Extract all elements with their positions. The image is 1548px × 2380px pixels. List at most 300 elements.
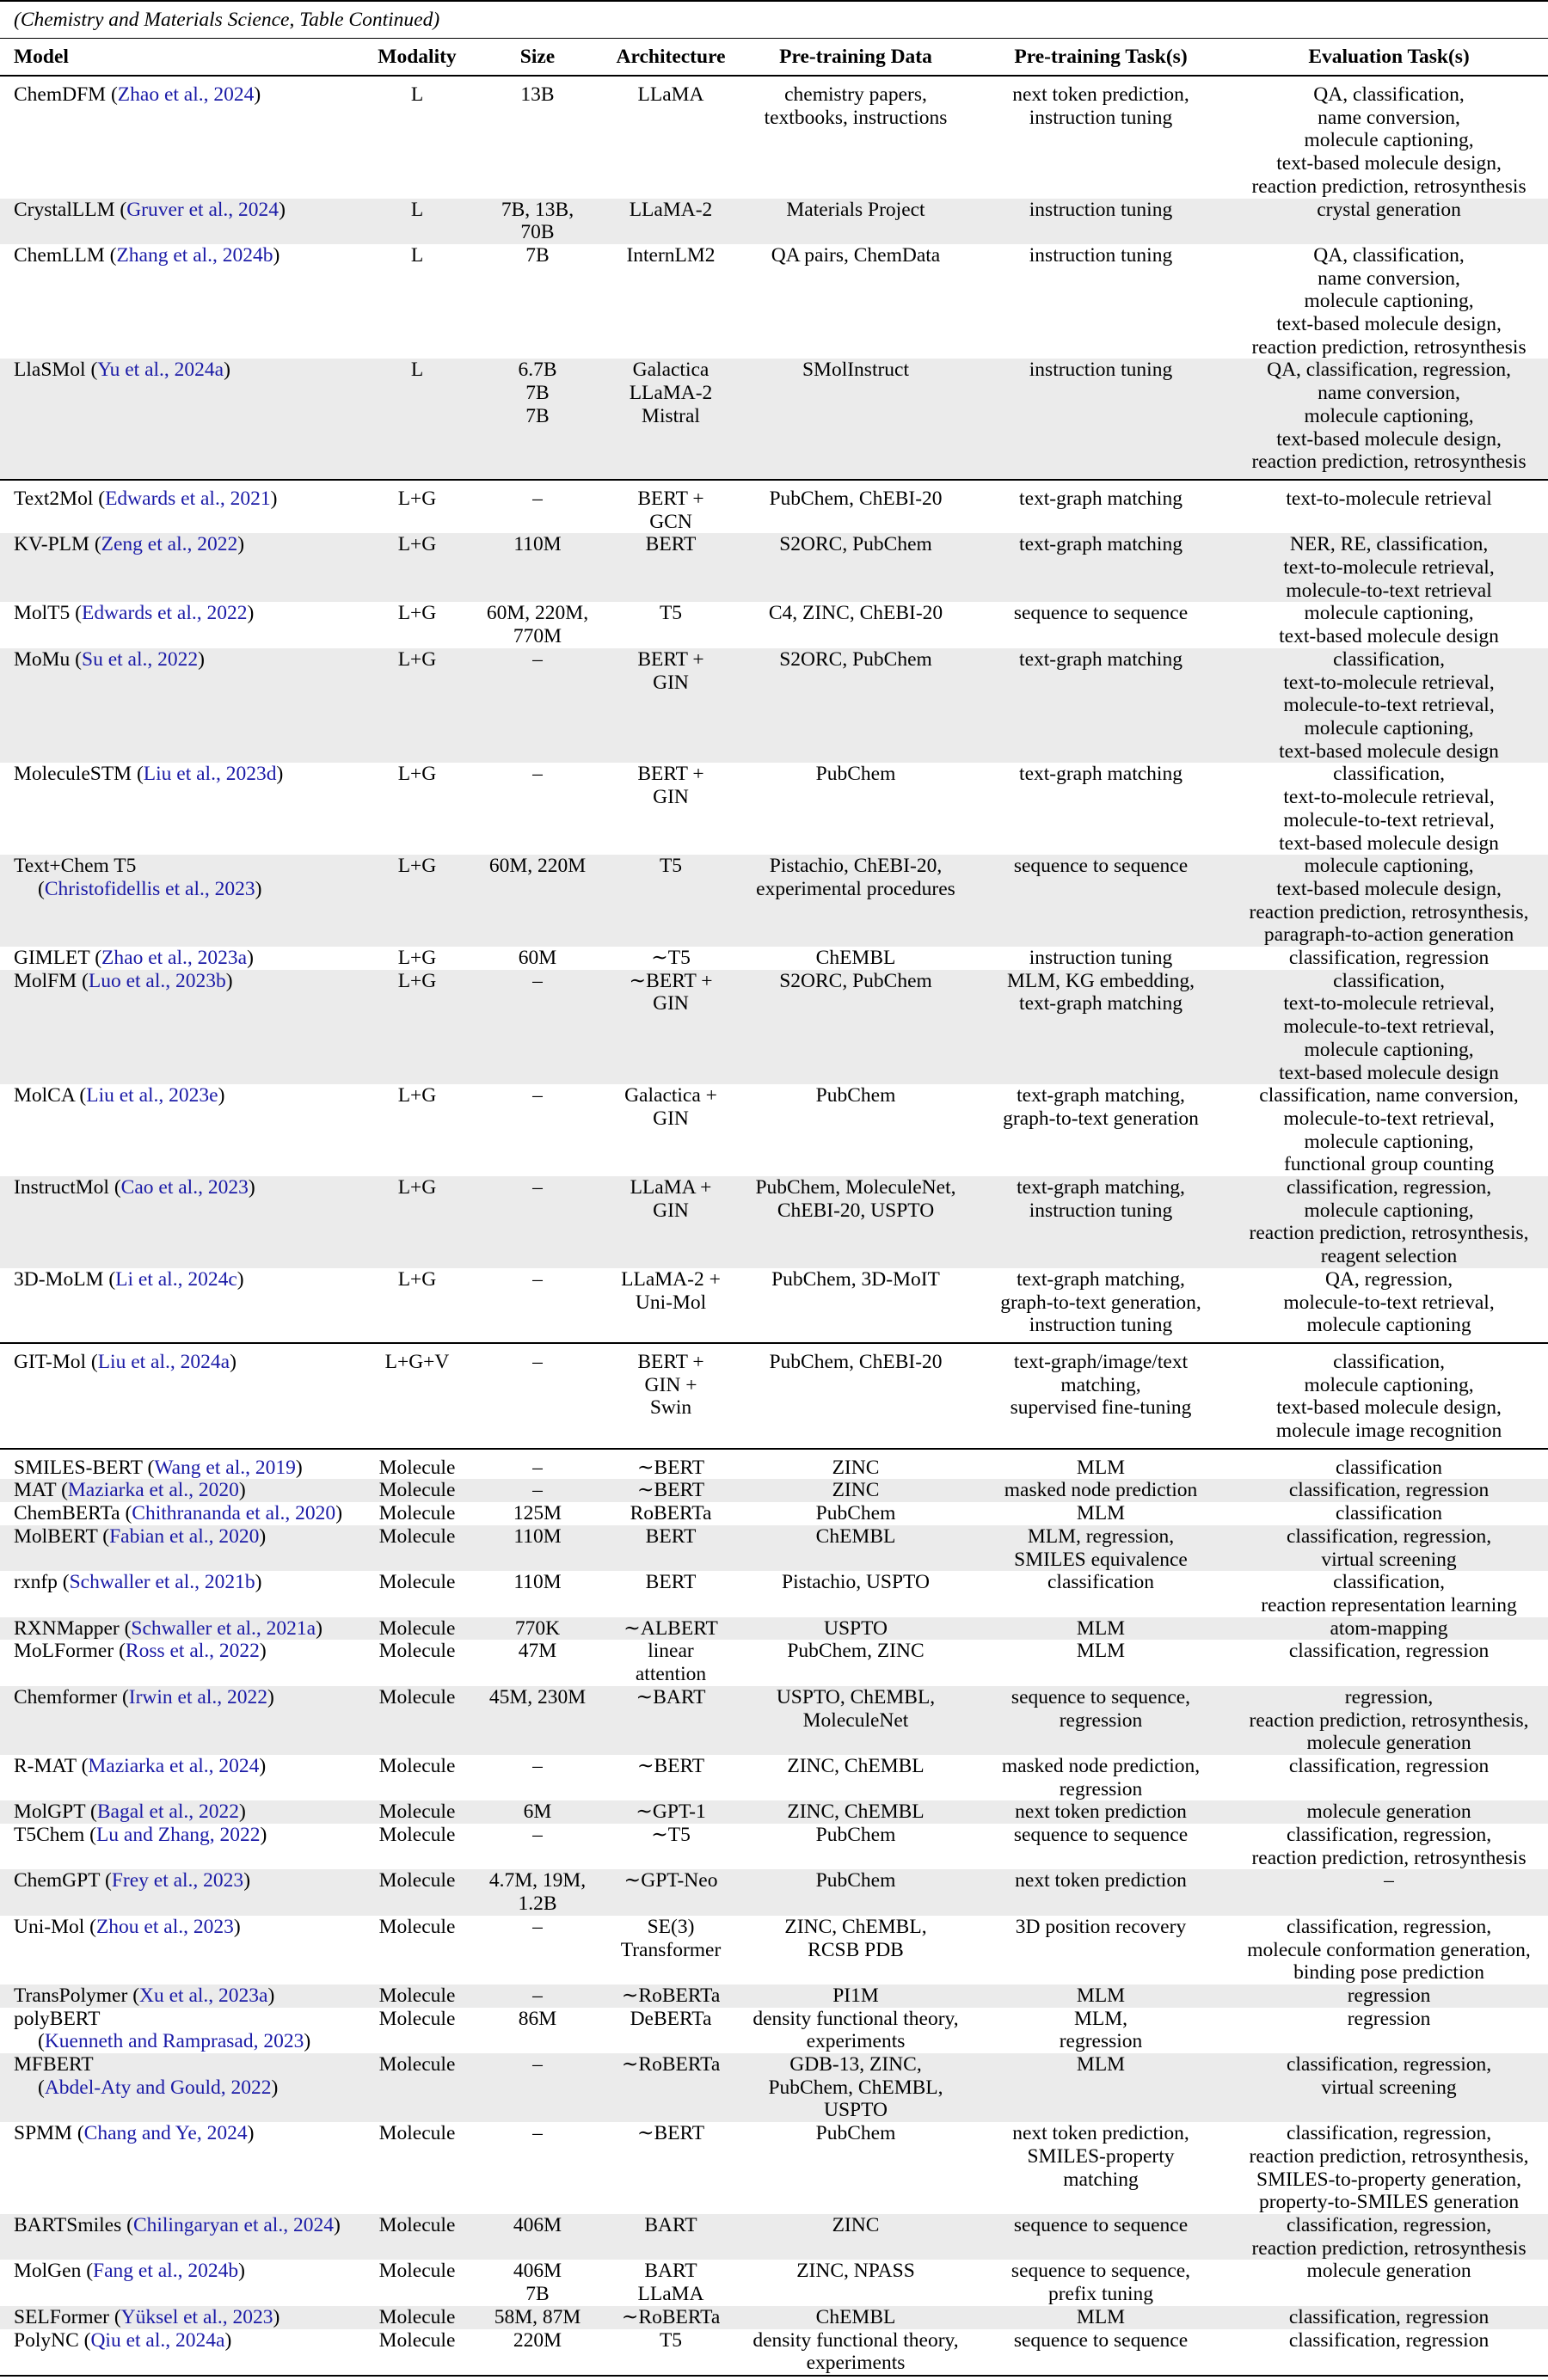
architecture-cell-line: Uni-Mol — [635, 1291, 707, 1314]
pretraining-task-cell-line: instruction tuning — [1029, 1314, 1173, 1337]
modality-cell: Molecule — [361, 1617, 473, 1641]
model-name: ChemDFM — [14, 83, 107, 106]
evaluation-task-cell-line: molecule captioning, — [1304, 129, 1474, 152]
evaluation-task-cell-line: virtual screening — [1321, 2076, 1457, 2099]
pretraining-task-cell-line: sequence to sequence — [1013, 1824, 1189, 1847]
model-citation: Maziarka et al., 2024 — [88, 1754, 260, 1777]
pretraining-task-cell-line: sequence to sequence, — [1010, 2260, 1191, 2283]
model-name: T5Chem — [14, 1824, 85, 1847]
architecture-cell-line: ∼BART — [636, 1685, 706, 1708]
size-cell — [473, 1176, 602, 1268]
model-cell: MFBERT (Abdel-Aty and Gould, 2022) — [0, 2053, 361, 2122]
modality-cell: L+G — [361, 533, 473, 602]
evaluation-task-cell — [1230, 2008, 1548, 2053]
model-citation: Luo et al., 2023b — [88, 969, 226, 992]
pretraining-task-cell-line: text-graph matching, — [1017, 1084, 1185, 1107]
pretraining-data-cell-line: PubChem, ChEMBL, — [768, 2076, 943, 2099]
modality-cell: Molecule — [378, 1640, 456, 1663]
model-name: ChemBERTa — [14, 1502, 120, 1525]
evaluation-task-cell — [1230, 1571, 1548, 1616]
table-row — [0, 1824, 1548, 1869]
modality-cell: L+G — [361, 648, 473, 764]
pretraining-data-cell-line: SMolInstruct — [802, 359, 910, 382]
evaluation-task-cell — [1230, 602, 1548, 647]
modality-cell: Molecule — [378, 1915, 456, 1938]
pretraining-task-cell-line: text-graph matching — [1019, 647, 1182, 671]
model-name: SMILES-BERT — [14, 1456, 143, 1479]
architecture-cell — [602, 1571, 740, 1616]
model-name: MolFM — [14, 969, 77, 992]
pretraining-task-cell-line: text-graph matching — [1019, 533, 1182, 556]
architecture-cell-line: ∼GPT-1 — [636, 1800, 706, 1824]
size-cell — [473, 1525, 602, 1571]
architecture-cell-line: BERT — [645, 1524, 697, 1548]
pretraining-data-cell-line: RCSB PDB — [808, 1938, 904, 1961]
pretraining-data-cell — [740, 2122, 972, 2214]
architecture-cell-line: BERT — [645, 533, 697, 556]
architecture-cell — [602, 2053, 740, 2122]
size-cell — [473, 1571, 602, 1616]
architecture-cell-line: Transformer — [620, 1938, 722, 1961]
pretraining-data-cell — [740, 947, 972, 970]
model-citation: Wang et al., 2019 — [154, 1456, 296, 1479]
architecture-cell — [602, 763, 740, 855]
table-row — [0, 2122, 1548, 2214]
evaluation-task-cell-line: text-based molecule design — [1279, 625, 1499, 648]
pretraining-data-cell-line: ZINC — [832, 2213, 880, 2236]
pretraining-data-cell-line: experimental procedures — [756, 877, 955, 900]
evaluation-task-cell-line: classification, — [1333, 969, 1445, 992]
model-citation: Zhao et al., 2023a — [101, 947, 248, 970]
table-group — [0, 480, 1548, 1343]
modality-cell: Molecule — [361, 1686, 473, 1755]
pretraining-task-cell-line: sequence to sequence, — [1010, 1685, 1191, 1708]
evaluation-task-cell — [1230, 1640, 1548, 1685]
model-name: MolGPT — [14, 1800, 86, 1824]
table-row — [0, 2008, 1548, 2053]
header-model: Model — [0, 39, 361, 77]
modality-cell: L — [410, 83, 424, 106]
table-row — [0, 359, 1548, 480]
evaluation-task-cell-line: atom-mapping — [1330, 1616, 1448, 1640]
evaluation-task-cell-line: text-based molecule design, — [1276, 427, 1502, 451]
pretraining-task-cell-line: 3D position recovery — [1015, 1915, 1187, 1938]
model-cell: MolT5 (Edwards et al., 2022) — [14, 602, 255, 625]
evaluation-task-cell-line: paragraph-to-action generation — [1263, 923, 1514, 947]
model-name: TransPolymer — [14, 1984, 128, 2007]
size-cell — [473, 763, 602, 855]
size-cell-line: 60M, 220M — [488, 855, 587, 878]
table-row — [0, 602, 1548, 647]
model-name: KV-PLM — [14, 533, 89, 556]
modality-cell: Molecule — [378, 2007, 456, 2030]
pretraining-data-cell-line: PubChem — [815, 1084, 896, 1107]
model-citation: Yu et al., 2024a — [97, 359, 224, 382]
header-pretraining-tasks: Pre-training Task(s) — [972, 39, 1230, 77]
pretraining-task-cell — [972, 1755, 1230, 1800]
model-name: MolBERT — [14, 1524, 98, 1548]
evaluation-task-cell-line: binding pose prediction — [1293, 1961, 1484, 1984]
model-citation: Cao et al., 2023 — [120, 1176, 249, 1199]
header-pretraining-data: Pre-training Data — [740, 39, 972, 77]
pretraining-task-cell-line: SMILES-property — [1027, 2144, 1175, 2168]
evaluation-task-cell-line: classification, regression, — [1286, 2053, 1492, 2076]
model-citation: Lu and Zhang, 2022 — [95, 1824, 261, 1847]
evaluation-task-cell — [1230, 970, 1548, 1085]
table-row — [0, 2214, 1548, 2260]
size-cell — [473, 1824, 602, 1869]
pretraining-task-cell-line: instruction tuning — [1029, 198, 1173, 221]
evaluation-task-cell-line: molecule captioning — [1306, 1314, 1471, 1337]
architecture-cell-line: ∼BERT + — [629, 969, 713, 992]
table-group — [0, 76, 1548, 480]
model-cell: RXNMapper (Schwaller et al., 2021a) — [0, 1617, 361, 1641]
pretraining-data-cell-line: GDB-13, ZINC, — [789, 2053, 922, 2076]
model-cell: Text2Mol (Edwards et al., 2021) — [0, 480, 361, 533]
architecture-cell-line: Galactica + — [624, 1084, 717, 1107]
model-cell: InstructMol (Cao et al., 2023) — [0, 1176, 361, 1268]
pretraining-task-cell — [972, 2260, 1230, 2305]
architecture-cell-line: T5 — [659, 2328, 683, 2352]
header-size: Size — [473, 39, 602, 77]
pretraining-data-cell — [740, 970, 972, 1085]
architecture-cell-line: BERT + — [637, 1350, 704, 1373]
pretraining-data-cell — [740, 2306, 972, 2329]
pretraining-data-cell — [740, 2329, 972, 2380]
modality-cell: Molecule — [378, 1571, 456, 1594]
pretraining-data-cell-line: PubChem — [815, 2122, 896, 2145]
modality-cell: L+G — [361, 970, 473, 1085]
evaluation-task-cell-line: classification, regression — [1288, 1479, 1490, 1502]
pretraining-task-cell — [972, 199, 1230, 244]
architecture-cell — [602, 244, 740, 359]
model-name: BARTSmiles — [14, 2213, 122, 2236]
table-row — [0, 947, 1548, 970]
evaluation-task-cell-line: classification — [1336, 1502, 1443, 1525]
table-row — [0, 1571, 1548, 1616]
size-cell — [473, 1800, 602, 1824]
evaluation-task-cell-line: molecule image recognition — [1275, 1420, 1502, 1443]
pretraining-data-cell — [740, 244, 972, 359]
table-caption: (Chemistry and Materials Science, Table Continued) — [0, 1, 1548, 39]
model-citation: Zhao et al., 2024 — [117, 83, 255, 106]
model-cell: MolGen (Fang et al., 2024b) — [14, 2260, 245, 2283]
architecture-cell — [602, 533, 740, 602]
size-cell-line: – — [532, 2122, 543, 2145]
evaluation-task-cell-line: reaction prediction, retrosynthesis — [1251, 175, 1526, 198]
pretraining-task-cell — [972, 2329, 1230, 2380]
pretraining-data-cell-line: MoleculeNet — [802, 1708, 909, 1732]
size-cell — [473, 359, 602, 480]
size-cell-line: – — [532, 647, 543, 671]
pretraining-task-cell — [972, 1686, 1230, 1755]
header-modality: Modality — [361, 39, 473, 77]
architecture-cell — [602, 1449, 740, 1480]
table-row — [0, 1916, 1548, 1984]
pretraining-data-cell — [740, 76, 972, 199]
pretraining-task-cell — [972, 1617, 1230, 1641]
pretraining-data-cell-line: USPTO — [823, 2099, 888, 2122]
table-row — [0, 2053, 1548, 2122]
table-row — [0, 1617, 1548, 1641]
evaluation-task-cell-line: reagent selection — [1320, 1245, 1458, 1268]
architecture-cell — [602, 648, 740, 764]
pretraining-data-cell — [740, 1343, 972, 1449]
evaluation-task-cell — [1230, 1984, 1548, 2008]
size-cell — [473, 1449, 602, 1480]
table-row — [0, 480, 1548, 533]
pretraining-task-cell-line: sequence to sequence — [1013, 2328, 1189, 2352]
size-cell — [473, 199, 602, 244]
pretraining-data-cell — [740, 1502, 972, 1525]
evaluation-task-cell-line: crystal generation — [1317, 198, 1461, 221]
modality-cell: L+G — [397, 947, 437, 970]
pretraining-data-cell — [740, 855, 972, 947]
size-cell-line: 70B — [520, 221, 555, 244]
modality-cell: Molecule — [378, 2122, 456, 2145]
model-citation: Zeng et al., 2022 — [101, 533, 238, 556]
model-citation: Li et al., 2024c — [115, 1267, 237, 1291]
pretraining-task-cell — [972, 1984, 1230, 2008]
pretraining-task-cell-line: MLM — [1076, 2305, 1126, 2328]
evaluation-task-cell — [1230, 244, 1548, 359]
pretraining-data-cell — [740, 2214, 972, 2260]
architecture-cell-line: BERT + — [637, 763, 704, 786]
table-row — [0, 2260, 1548, 2305]
model-citation: Chilingaryan et al., 2024 — [132, 2213, 334, 2236]
pretraining-task-cell — [972, 2214, 1230, 2260]
evaluation-task-cell-line: classification, — [1333, 1350, 1445, 1373]
pretraining-data-cell-line: ZINC, ChEMBL, — [784, 1915, 927, 1938]
pretraining-task-cell-line: text-graph matching — [1019, 487, 1182, 510]
evaluation-task-cell-line: text-to-molecule retrieval, — [1283, 556, 1495, 580]
model-cell: MolBERT (Fabian et al., 2020) — [0, 1525, 361, 1571]
model-citation: Edwards et al., 2021 — [105, 487, 271, 510]
architecture-cell-line: Swin — [649, 1396, 692, 1420]
architecture-cell-line: ∼T5 — [651, 1824, 691, 1847]
modality-cell: Molecule — [378, 2328, 456, 2352]
pretraining-data-cell — [740, 1640, 972, 1685]
evaluation-task-cell-line: classification, regression, — [1286, 2213, 1492, 2236]
size-cell-line: – — [532, 1984, 543, 2007]
model-citation: Christofidellis et al., 2023 — [44, 877, 255, 900]
size-cell-line: – — [532, 1479, 543, 1502]
evaluation-task-cell — [1230, 2329, 1548, 2380]
size-cell-line: 110M — [513, 533, 562, 556]
model-citation: Xu et al., 2023a — [139, 1984, 268, 2007]
evaluation-task-cell — [1230, 1525, 1548, 1571]
pretraining-task-cell — [972, 648, 1230, 764]
architecture-cell — [602, 76, 740, 199]
size-cell — [473, 2306, 602, 2329]
pretraining-task-cell-line: regression — [1059, 1708, 1143, 1732]
evaluation-task-cell-line: molecule captioning, — [1304, 602, 1474, 625]
size-cell-line: 7B, 13B, — [501, 198, 574, 221]
architecture-cell-line: BERT + — [637, 487, 704, 510]
evaluation-task-cell-line: molecule-to-text retrieval, — [1283, 808, 1495, 831]
pretraining-task-cell-line: MLM — [1076, 1502, 1126, 1525]
architecture-cell-line: InternLM2 — [626, 243, 716, 267]
architecture-cell — [602, 1686, 740, 1755]
architecture-cell-line: ∼RoBERTa — [621, 2053, 721, 2076]
table-group — [0, 1449, 1548, 2380]
table-row — [0, 1176, 1548, 1268]
table-row — [0, 2306, 1548, 2329]
pretraining-task-cell-line: MLM — [1076, 1640, 1126, 1663]
table-row — [0, 1525, 1548, 1571]
model-name: GIT-Mol — [14, 1350, 86, 1373]
size-cell-line: 6.7B — [518, 359, 557, 382]
architecture-cell — [602, 199, 740, 244]
model-name: GIMLET — [14, 947, 90, 970]
evaluation-task-cell-line: text-based molecule design — [1279, 739, 1499, 763]
evaluation-task-cell-line: classification, — [1333, 763, 1445, 786]
evaluation-task-cell — [1230, 2260, 1548, 2305]
pretraining-data-cell-line: ChEMBL — [815, 947, 896, 970]
evaluation-task-cell-line: molecule captioning, — [1304, 1130, 1474, 1153]
evaluation-task-cell-line: reaction prediction, retrosynthesis — [1251, 1846, 1526, 1869]
evaluation-task-cell-line: name conversion, — [1318, 382, 1460, 405]
modality-cell: Molecule — [378, 2260, 456, 2283]
table-row — [0, 199, 1548, 244]
model-name: LlaSMol — [14, 359, 86, 382]
architecture-cell-line: attention — [635, 1663, 707, 1686]
model-citation: Irwin et al., 2022 — [128, 1685, 267, 1708]
model-citation: Gruver et al., 2024 — [126, 198, 280, 221]
pretraining-task-cell — [972, 2122, 1230, 2214]
modality-cell: Molecule — [378, 1754, 456, 1777]
model-citation: Su et al., 2022 — [82, 647, 199, 671]
evaluation-task-cell — [1230, 1916, 1548, 1984]
pretraining-task-cell-line: sequence to sequence — [1013, 602, 1189, 625]
table-row — [0, 648, 1548, 764]
header-evaluation-tasks: Evaluation Task(s) — [1230, 39, 1548, 77]
pretraining-data-cell — [740, 1449, 972, 1480]
evaluation-task-cell-line: reaction representation learning — [1261, 1594, 1517, 1616]
evaluation-task-cell-line: text-based molecule design — [1279, 831, 1499, 855]
model-name: CrystalLLM — [14, 198, 115, 221]
pretraining-data-cell-line: PubChem — [815, 1824, 896, 1847]
evaluation-task-cell-line: reaction prediction, retrosynthesis, — [1249, 2144, 1529, 2168]
size-cell-line: 1.2B — [518, 1892, 557, 1916]
size-cell — [473, 970, 602, 1085]
size-cell-line: 770K — [514, 1616, 561, 1640]
pretraining-data-cell — [740, 1984, 972, 2008]
pretraining-task-cell — [972, 76, 1230, 199]
pretraining-task-cell-line: MLM, regression, — [1027, 1524, 1175, 1548]
pretraining-data-cell-line: ZINC — [832, 1456, 880, 1479]
evaluation-task-cell-line: text-based molecule design, — [1276, 152, 1502, 175]
size-cell-line: 4.7M, 19M, — [488, 1869, 587, 1892]
evaluation-task-cell-line: regression — [1347, 2007, 1431, 2030]
table-row — [0, 1984, 1548, 2008]
modality-cell: L+G — [397, 602, 437, 625]
modality-cell: Molecule — [361, 2306, 473, 2329]
architecture-cell-line: ∼RoBERTa — [621, 2305, 721, 2328]
evaluation-task-cell-line: classification, regression — [1288, 1754, 1490, 1777]
size-cell — [473, 2008, 602, 2053]
size-cell — [473, 480, 602, 533]
pretraining-data-cell-line: S2ORC, PubChem — [779, 533, 932, 556]
evaluation-task-cell-line: classification, name conversion, — [1259, 1084, 1519, 1107]
model-name: rxnfp — [14, 1571, 58, 1594]
model-name: SELFormer — [14, 2305, 109, 2328]
table-row — [0, 2329, 1548, 2380]
architecture-cell-line: Galactica — [632, 359, 710, 382]
pretraining-data-cell-line: ZINC, ChEMBL — [787, 1754, 924, 1777]
modality-cell: L+G — [361, 1176, 473, 1268]
evaluation-task-cell-line: text-based molecule design — [1279, 1061, 1499, 1084]
pretraining-data-cell-line: ZINC, NPASS — [796, 2260, 915, 2283]
size-cell — [473, 76, 602, 199]
architecture-cell-line: DeBERTa — [630, 2007, 712, 2030]
architecture-cell-line: SE(3) — [647, 1915, 695, 1938]
size-cell-line: – — [532, 969, 543, 992]
evaluation-task-cell-line: reaction prediction, retrosynthesis — [1251, 2236, 1526, 2260]
architecture-cell-line: GIN — [653, 992, 689, 1015]
evaluation-task-cell-line: reaction prediction, retrosynthesis — [1251, 335, 1526, 359]
pretraining-data-cell — [740, 1571, 972, 1616]
size-cell-line: 13B — [520, 83, 555, 106]
architecture-cell-line: GIN — [653, 786, 689, 809]
pretraining-task-cell-line: text-graph matching — [1019, 992, 1182, 1015]
pretraining-data-cell-line: Materials Project — [786, 198, 925, 221]
modality-cell: Molecule — [361, 1449, 473, 1480]
pretraining-data-cell — [740, 1869, 972, 1915]
model-cell: ChemBERTa (Chithrananda et al., 2020) — [14, 1502, 343, 1525]
architecture-cell — [602, 602, 740, 647]
evaluation-task-cell — [1230, 1869, 1548, 1915]
modality-cell: Molecule — [361, 2053, 473, 2122]
pretraining-task-cell — [972, 602, 1230, 647]
architecture-cell-line: T5 — [659, 855, 683, 878]
evaluation-task-cell — [1230, 1449, 1548, 1480]
size-cell-line: – — [532, 2053, 543, 2076]
pretraining-task-cell — [972, 2008, 1230, 2053]
size-cell — [473, 947, 602, 970]
modality-cell: L+G+V — [361, 1343, 473, 1449]
evaluation-task-cell-line: molecule-to-text retrieval, — [1283, 1107, 1495, 1130]
pretraining-data-cell-line: PubChem, ChEBI-20 — [769, 487, 943, 510]
model-cell: T5Chem (Lu and Zhang, 2022) — [14, 1824, 267, 1847]
architecture-cell — [602, 1525, 740, 1571]
pretraining-task-cell-line: text-graph matching, — [1017, 1176, 1185, 1199]
pretraining-data-cell-line: chemistry papers, — [784, 83, 927, 106]
evaluation-task-cell-line: molecule-to-text retrieval, — [1283, 694, 1495, 717]
architecture-cell-line: BERT + — [637, 647, 704, 671]
pretraining-task-cell-line: MLM — [1076, 1616, 1126, 1640]
table-row — [0, 970, 1548, 1085]
model-citation: Schwaller et al., 2021a — [131, 1616, 316, 1640]
pretraining-data-cell — [740, 1176, 972, 1268]
size-cell — [473, 533, 602, 602]
architecture-cell-line: BART — [644, 2260, 697, 2283]
pretraining-task-cell — [972, 1502, 1230, 1525]
model-cell: LlaSMol (Yu et al., 2024a) — [0, 359, 361, 480]
modality-cell: Molecule — [361, 1479, 473, 1502]
size-cell-line: 7B — [525, 243, 550, 267]
evaluation-task-cell-line: – — [1384, 1869, 1394, 1892]
size-cell — [473, 1084, 602, 1176]
model-name: RXNMapper — [14, 1616, 120, 1640]
model-name: Chemformer — [14, 1685, 118, 1708]
table-row — [0, 1268, 1548, 1343]
model-cell: MolGPT (Bagal et al., 2022) — [0, 1800, 361, 1824]
pretraining-task-cell-line: next token prediction, — [1012, 83, 1189, 106]
evaluation-task-cell-line: reaction prediction, retrosynthesis — [1251, 451, 1526, 474]
table-row — [0, 1479, 1548, 1502]
pretraining-data-cell-line: ChEMBL — [815, 2305, 896, 2328]
